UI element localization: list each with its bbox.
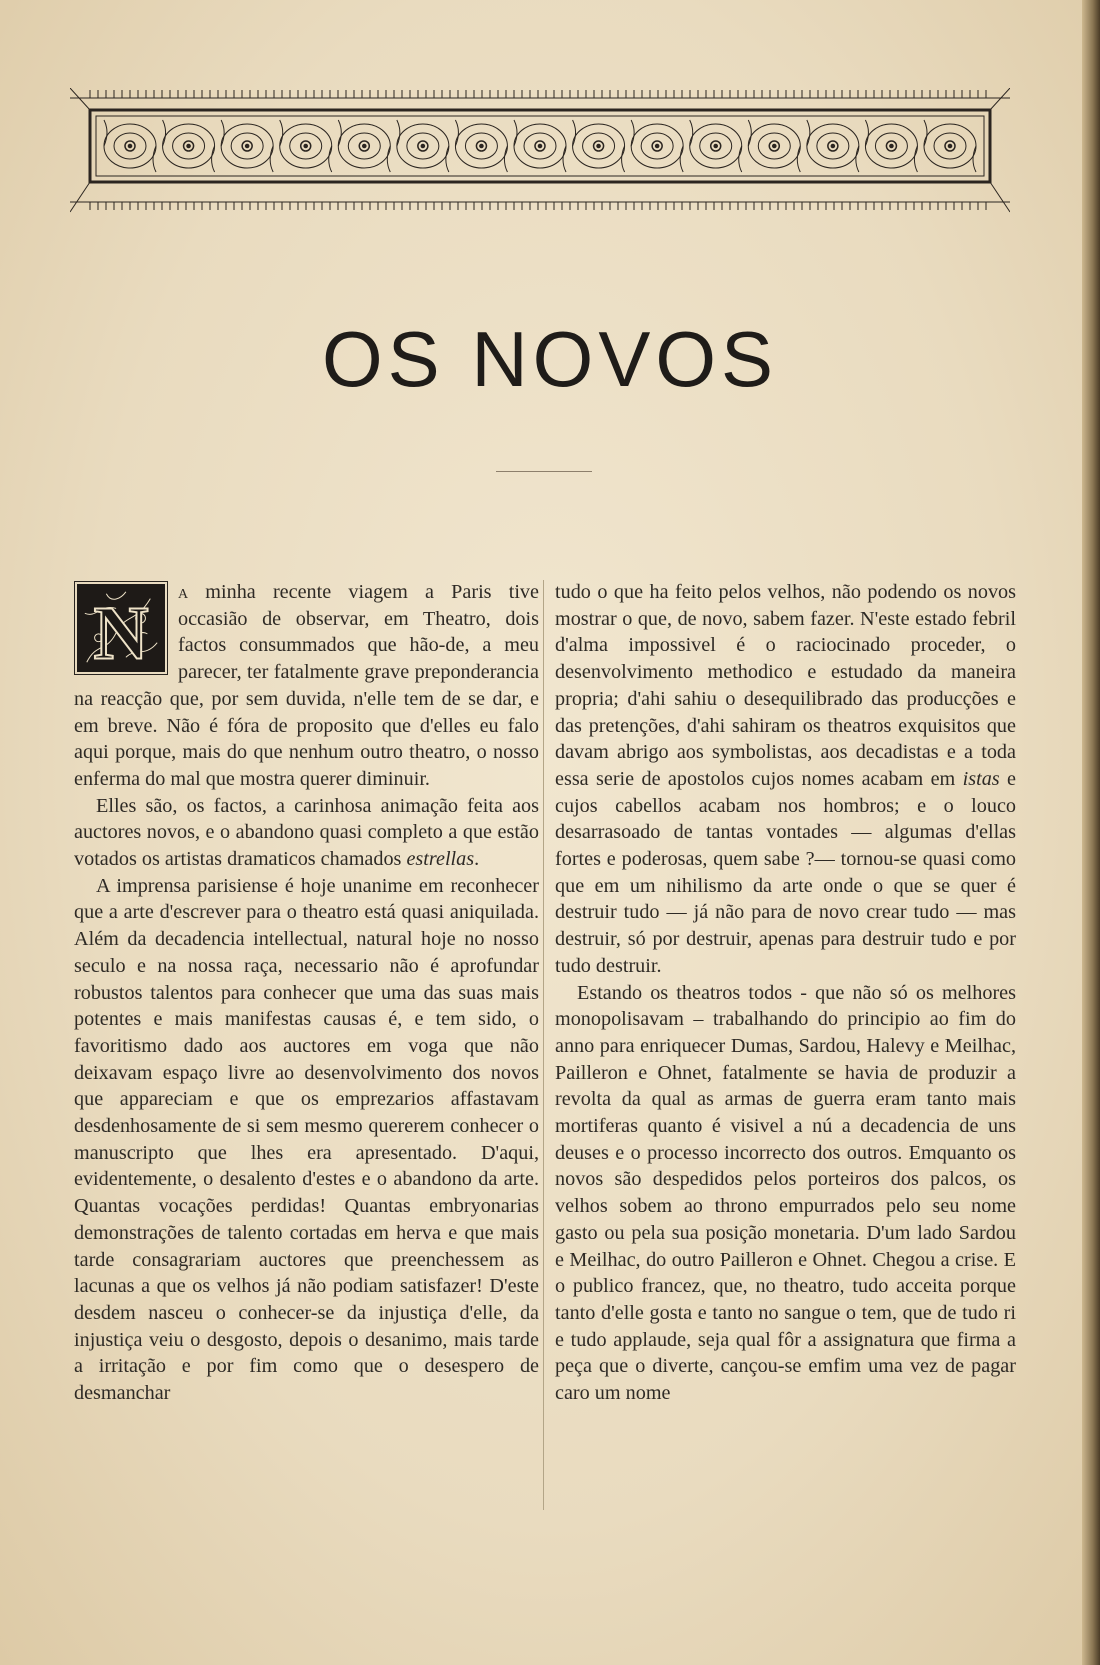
ornament-rosette [690, 120, 742, 172]
ornament-rosette [280, 120, 332, 172]
ornament-rosette [455, 120, 507, 172]
paragraph-4 [555, 579, 1016, 980]
emphasis-estrellas: estrellas [406, 848, 475, 871]
decorative-initial-n [74, 581, 168, 675]
ornament-rosette [514, 120, 566, 172]
paragraph-5: Estando os theatros todos - que não só os melhores monopolisavam – trabalhando do principio ao fim do anno para enriquecer Dumas, Sardou, Halevy e Meilhac, Pailleron e Ohnet, fatalmente se havia de produzir a revolta da qual as armas de guerra eram tanto mais mortiferas quanto é visivel a nú a decadencia de uns deuses e o processo incorrecto dos outros. Emquanto os novos são despedidos pelos porteiros dos palcos, os velhos sobem ao throno empurrados pelo seu nome gasto ou pela sua posição monetaria. D'um lado Sardou e Meilhac, do outro Pailleron e Ohnet. Chegou a crise. E o publico francez, que, no theatro, tudo acceita porque tanto d'elle gosta e tanto no sangue o tem, que de tudo ri e tudo applaude, seja qual fôr a assignatura que firma a peça que o diverte, cançou-se emfim uma vez de pagar caro um nome [555, 981, 1016, 1405]
emphasis-istas: istas [962, 767, 1000, 790]
dropcap-letter: N [93, 591, 149, 672]
paragraph-1-text: minha recente viagem a Paris tive occasião de observar, em Theatro, dois factos consummados que hão-de, a meu parecer, ter fatalmente grave preponderancia na reacção que, por sem duvida, n'elle tem de se dar, e em breve. Não é fóra de proposito que d'elles eu falo aqui porque, mais do que nenhum outro theatro, o nosso enferma do mal que mostra querer diminuir. [74, 581, 539, 790]
paragraph-2-end: . [474, 848, 480, 871]
ornament-rosette [104, 120, 156, 172]
paragraph-2 [74, 793, 539, 873]
ornament-rosette [924, 120, 976, 172]
left-column [74, 579, 539, 1407]
ornament-rosette [631, 120, 683, 172]
paragraph-2-text: Elles são, os factos, a carinhosa animação feita aos auctores novos, e o abandono quasi completo a que estão votados os artistas dramaticos chamados [74, 794, 539, 871]
column-divider [543, 580, 544, 1510]
right-column [555, 579, 1016, 1407]
first-word-lead: a [178, 581, 189, 603]
paragraph-4-end: e cujos cabellos acabam nos hombros; e o louco desarrasoado de tantas vontades — algumas d'ellas fortes e poderosas, quem sabe ?— tornou-se quasi como que em um nihilismo da arte onde o que se quer é destruir tudo — já não para de novo crear tudo — mas destruir, só por destruir, apenas para destruir tudo e por tudo destruir. [555, 767, 1016, 977]
ornament-rosette [221, 120, 273, 172]
ornament-rosette [865, 120, 917, 172]
ornament-rosette [163, 120, 215, 172]
ornament-rosette [397, 120, 449, 172]
paragraph-1 [74, 579, 539, 793]
paragraph-3: A imprensa parisiense é hoje unanime em reconhecer que a arte d'escrever para o theatro está quasi aniquilada. Além da decadencia intellectual, natural hoje no nosso seculo e na nossa raça, necessario não é aprofundar robustos talentos para conhecer que uma das suas mais potentes e mais manifestas causas é, e tem sido, o favoritismo dado aos auctores em voga que não deixavam espaço livre ao desenvolvimento dos novos que appareciam e que os emprezarios affastavam desdenhosamente de si sem mesmo quererem conhecer o manuscripto que lhes era apresentado. D'aqui, evidentemente, o desalento d'estes e o abandono da arte. Quantas vocações perdidas! Quantas embryonarias demonstrações de talento cortadas em herva e que mais tarde consagrariam auctores que preenchessem as lacunas a que os velhos já não podiam satisfazer! D'este desdem nasceu o conhecer-se da injustiça d'elle, da injustiça veiu o desgosto, depois o desanimo, mais tarde a irritação e por fim como que o desespero de desmanchar [74, 874, 539, 1405]
paragraph-4-text: tudo o que ha feito pelos velhos, não podendo os novos mostrar o que, de novo, sabem fazer. N'este estado febril d'alma impossivel é o raciocinado proceder, o desenvolvimento methodico e estudado da maneira propria; d'ahi sahiu o desequilibrado das producções e das pretenções, d'ahi sahiram os theatros exquisitos que davam abrigo aos symbolistas, aos decadistas e a toda essa serie de apostolos cujos nomes acabam em [555, 581, 1016, 790]
ornament-rosette [748, 120, 800, 172]
ornament-rosette [573, 120, 625, 172]
book-spine-edge [1082, 0, 1100, 1665]
ornament-rosette [338, 120, 390, 172]
article-title: OS NOVOS [321, 315, 779, 403]
ornamental-header-band [70, 88, 1010, 214]
ornament-rosette [807, 120, 859, 172]
title-rule [496, 471, 592, 472]
